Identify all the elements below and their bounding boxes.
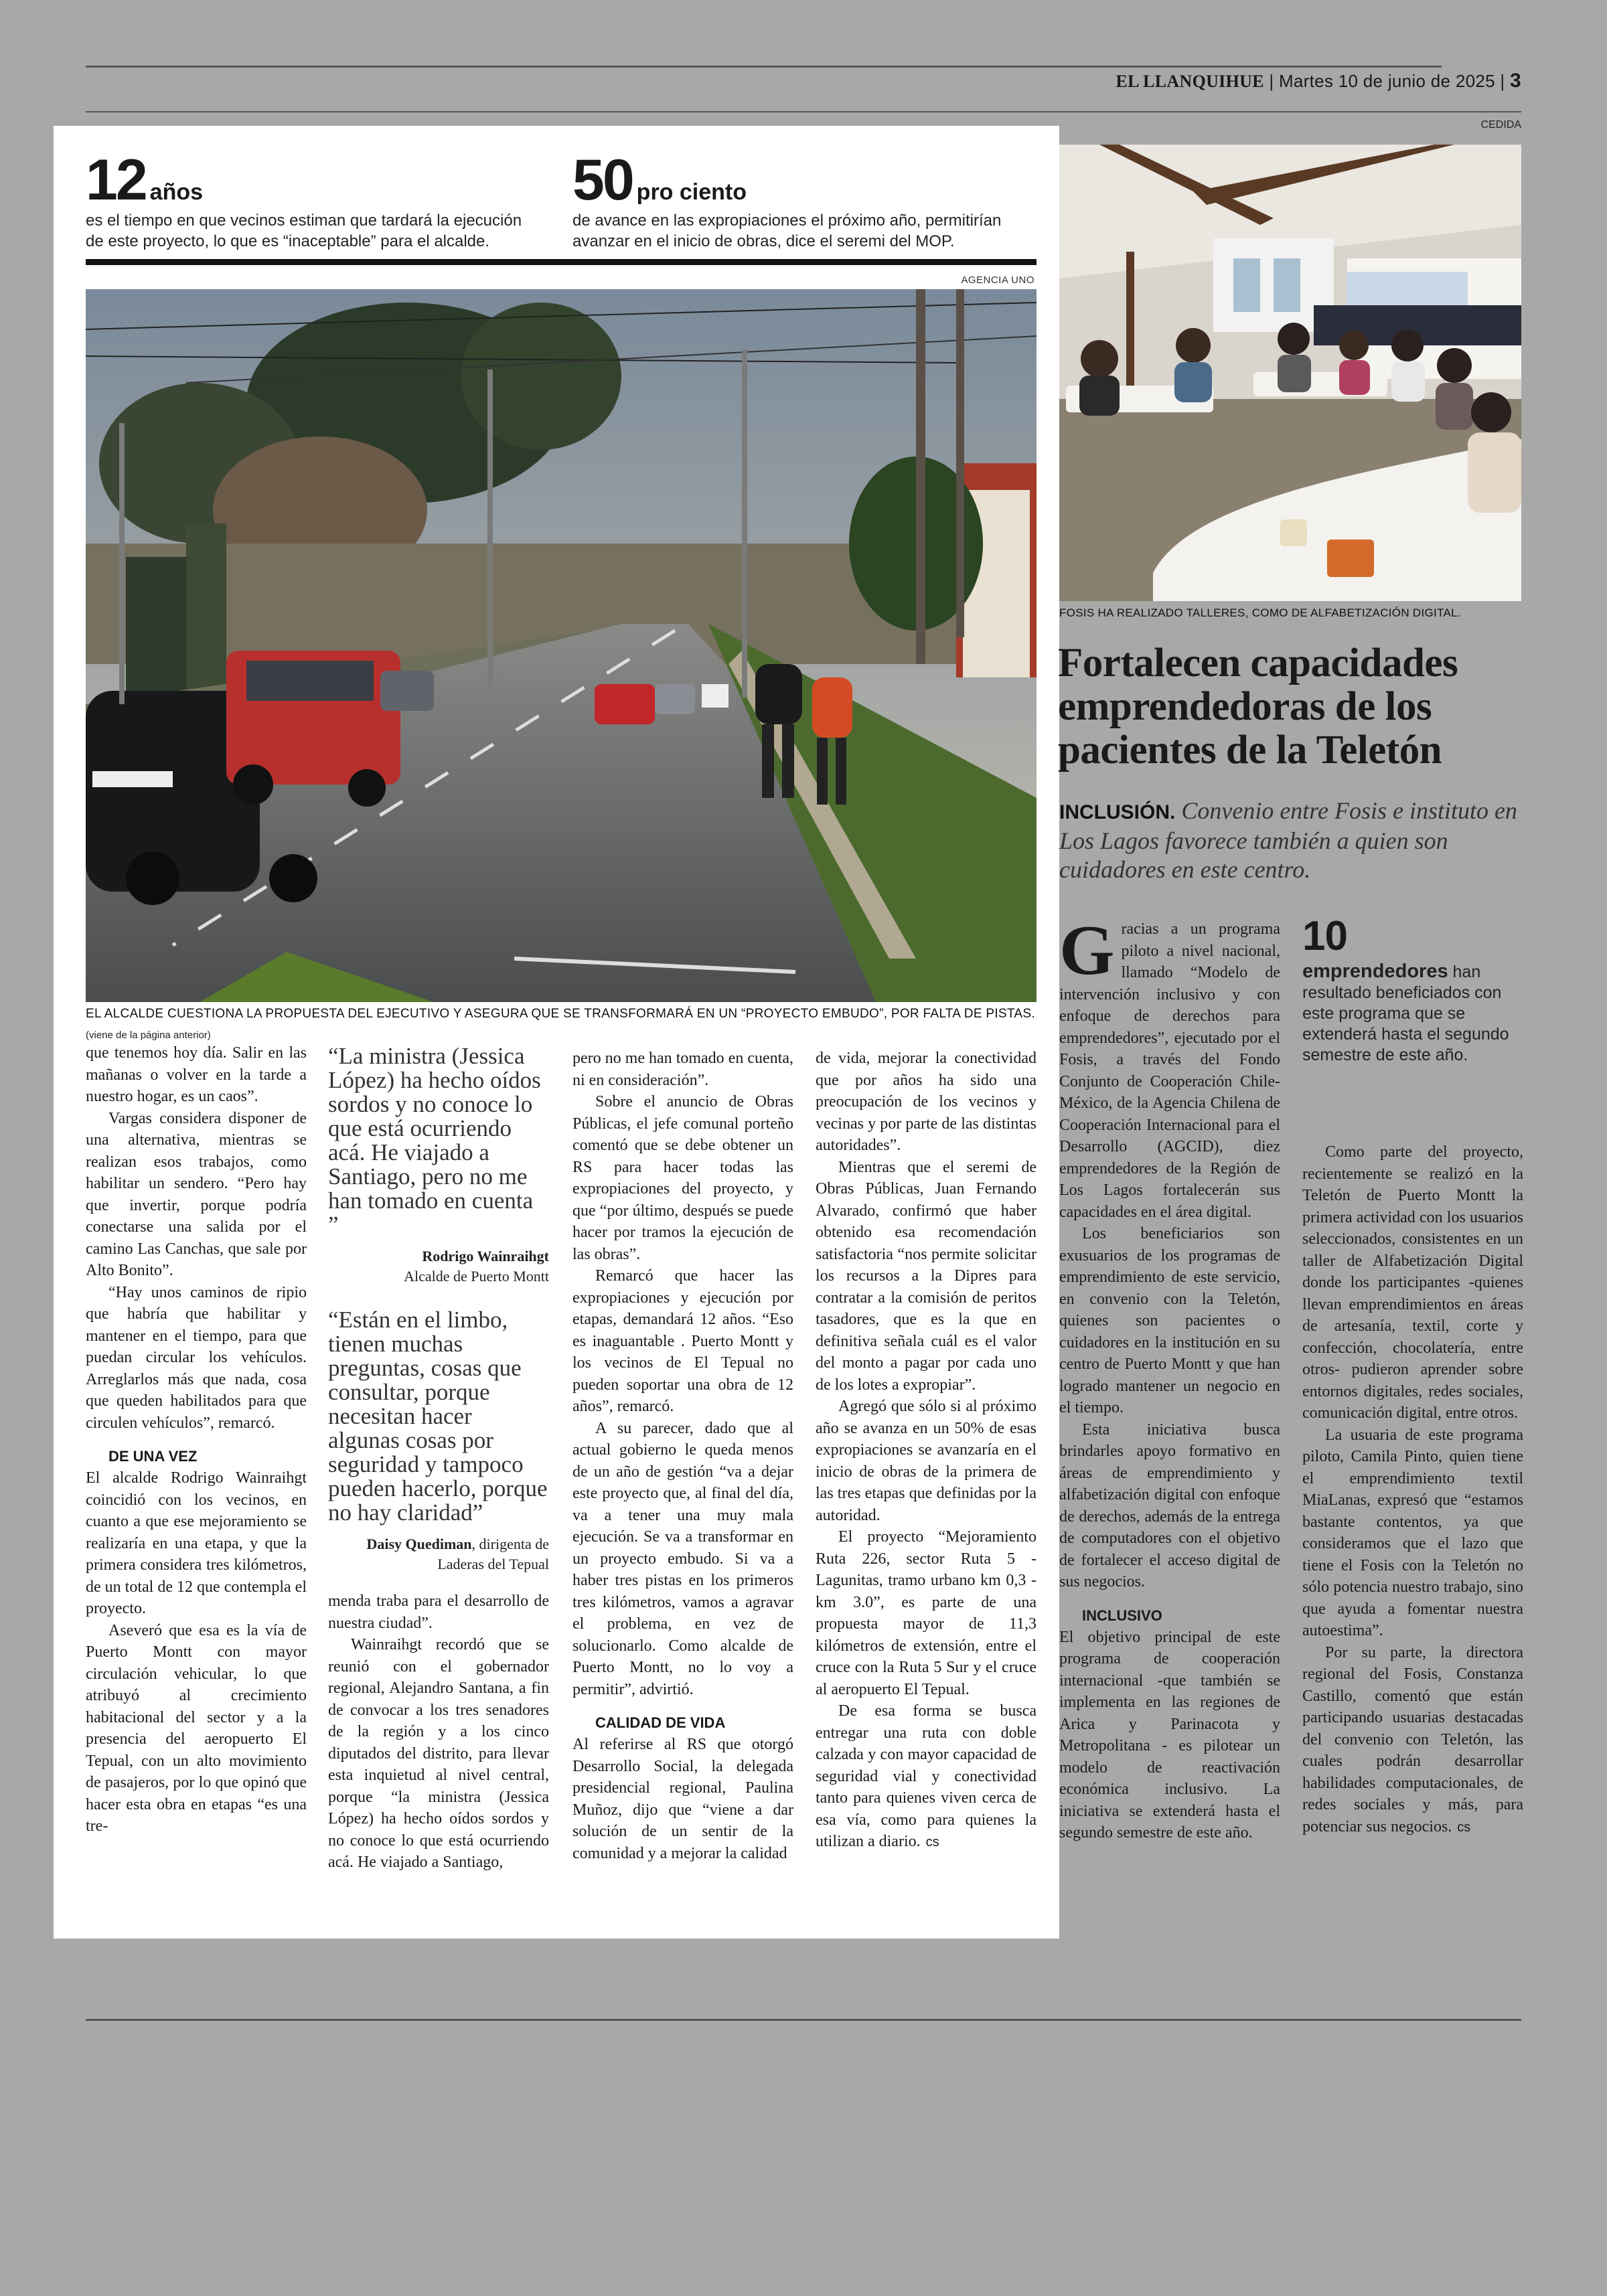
pullquote-wainraihgt-attribution: [328, 1246, 549, 1287]
a1-col2-p1: menda traba para el desarrollo de nuestra ciudad”.: [328, 1592, 549, 1632]
stat-entrepreneurs-number: 10: [1302, 913, 1347, 959]
a2-col1-p3: Esta iniciativa busca brindarles apoyo formativo en áreas de emprendimiento y alfabetización digital con enfoque de derechos, además de la entrega de computadores con el objetivo de fortalecer el acceso digital de sus negocios.: [1059, 1420, 1280, 1590]
a1-col3-p3: Remarcó que hacer las expropiaciones y ejecución por etapas, demandará 12 años. “Eso es inaguantable . Puerto Montt y los vecinos de El Tepual no pueden soportar una obra de 12 años”, remarcó.: [572, 1267, 793, 1415]
bottom-rule: [86, 2019, 1521, 2021]
stat-entrepreneurs-text: han resultado beneficiados con este programa que se extenderá hasta el segundo semestre de este año.: [1302, 963, 1509, 1064]
a1-col3-p5: Al referirse al RS que otorgó Desarrollo Social, la delegada presidencial regional, Paulina Muñoz, dijo que “viene a dar solución de un sentir de la comunidad y a mejorar la calidad: [572, 1736, 793, 1862]
stat-entrepreneurs-bold: emprendedores: [1302, 961, 1448, 982]
a1-col4-p5-text: De esa forma se busca entregar una ruta con doble calzada y con mayor capacidad de seguridad vial y conectividad tanto para quienes viven cerca de esa vía, como para quienes la utilizan a diario.: [816, 1702, 1037, 1850]
a1-col1-p2: Vargas considera disponer de una alternativa, mientras se realizan esos trabajos, como habilitar un sendero. “Pero hay que invertir, porque podría conectarse una salida por el camino Las Canchas, que sale por Alto Bonito”.: [86, 1109, 307, 1279]
drop-cap: G: [1059, 911, 1115, 989]
a1-col1-p5: Aseveró que esa es la vía de Puerto Montt con mayor circulación vehicular, lo que atribuyó al crecimiento habitacional del sector y a la presencia del aeropuerto El Tepual, con un alto movimiento de pasajeros, por lo que opinó que hacer esta obra en etapas “es una tre-: [86, 1621, 307, 1835]
stat-percent: [572, 148, 1035, 252]
stat-years-unit: años: [149, 179, 204, 205]
article2-col1: [1059, 911, 1280, 1844]
article1-col2: [328, 1044, 549, 1874]
top-rule: [86, 66, 1442, 68]
pullquote-wainraihgt: “La ministra (Jessica López) ha hecho oídos sordos y no conoce lo que está ocurriendo acá. He viajado a Santiago, pero no me han tomado en cuenta ”: [328, 1043, 541, 1238]
quote2-name: Daisy Quediman: [366, 1536, 472, 1552]
end-mark-icon: cs: [1457, 1819, 1471, 1835]
a1-col1-p3: “Hay unos caminos de ripio que habría que habilitar y mantener en el tiempo, para que puedan circular los vehículos. Arreglarlos más que nada, cosa que queden habilitados para que circulen vehículos”, remarcó.: [86, 1283, 307, 1432]
stat-divider: [86, 259, 1037, 265]
a2-col2-p3-text: Por su parte, la directora regional del Fosis, Constanza Castillo, comentó que están participando usuarias destacadas del convenio con Teletón, las cuales podrán desarrollar habilidades computacionales, de redes sociales y más, para potenciar sus negocios.: [1302, 1643, 1523, 1835]
a1-col4-p5: [816, 1700, 1037, 1854]
stat-entrepreneurs-desc: [1302, 961, 1523, 1066]
deck-kicker: INCLUSIÓN.: [1059, 801, 1176, 823]
article2-deck: [1059, 797, 1528, 884]
quote1-name: Rodrigo Wainraihgt: [422, 1248, 549, 1264]
workshop-scene-illustration: [1059, 145, 1521, 601]
photo-credit-cedida: CEDIDA: [1480, 119, 1521, 131]
main-photo-caption: EL ALCALDE CUESTIONA LA PROPUESTA DEL EJECUTIVO Y ASEGURA QUE SE TRANSFORMARÁ EN UN “PROYECTO EMBUDO”, POR FALTA DE PISTAS.: [86, 1007, 1035, 1021]
a1-col3-p1: pero no me han tomado en cuenta, ni en consideración”.: [572, 1050, 793, 1089]
a1-col3-p2: Sobre el anuncio de Obras Públicas, el jefe comunal porteño comentó que se debe obtener un RS para hacer todas las expropiaciones del proyecto, y que “por último, después se puede hacer por tramos la ejecución de las obras”.: [572, 1093, 793, 1263]
a1-col4-p1: de vida, mejorar la conectividad que por años ha sido una preocupación de los vecinos y vecinas y por parte de las distintas autoridades”.: [816, 1050, 1037, 1154]
continued-note: (viene de la página anterior): [86, 1030, 211, 1041]
stat-years: [86, 148, 541, 252]
pullquote-quediman: “Están en el limbo, tienen muchas preguntas, cosas que consultar, porque necesitan hacer algunas cosas por seguridad y tampoco pueden hacerlo, porque no hay claridad”: [328, 1307, 548, 1526]
main-photo-street: [86, 289, 1037, 1002]
stat-years-number: 12: [86, 148, 146, 212]
a2-col2-p3: [1302, 1642, 1523, 1839]
stat-percent-number: 50: [572, 148, 633, 212]
street-scene-illustration: [86, 289, 1037, 1002]
a2-col2-p2: La usuaria de este programa piloto, Camila Pinto, quien tiene el emprendimiento textil MiaLanas, expresó que “estamos bastante contentos, ya que consideramos que el lazo que tiene el Fosis con la Teletón no sólo potencia nuestro trabajo, sino que ayuda a fomentar nuestra autoestima”.: [1302, 1426, 1523, 1639]
article2-col2: [1302, 1141, 1523, 1838]
masthead-rule: [86, 111, 1521, 112]
a1-col1-p4: El alcalde Rodrigo Wainraihgt coincidió con los vecinos, en cuanto a que ese mejoramiento se realizaría en una etapa, y que la primera considera tres kilómetros, de un total de 12 que contempla el proyecto.: [86, 1469, 307, 1617]
quote2-role: , dirigenta de Laderas del Tepual: [437, 1536, 549, 1572]
a1-subhead-calidad-de-vida: CALIDAD DE VIDA: [595, 1714, 726, 1731]
a1-col4-p4: El proyecto “Mejoramiento Ruta 226, sector Ruta 5 - Lagunitas, tramo urbano km 0,3 - km 3.0”, es parte de una propuesta mayor de 11,3 kilómetros de extensión, entre el cruce con la Ruta 5 Sur y el cruce al aeropuerto El Tepual.: [816, 1528, 1037, 1698]
stat-percent-desc: de avance en las expropiaciones el próximo año, permitirían avanzar en el inicio de obras, dice el seremi del MOP.: [572, 212, 1002, 250]
article1-col3: [572, 1048, 793, 1864]
quote1-role: Alcalde de Puerto Montt: [404, 1268, 549, 1285]
a2-subhead-inclusivo: INCLUSIVO: [1082, 1607, 1162, 1624]
a1-col3-p4: A su parecer, dado que al actual gobierno le queda menos de un año de gestión “va a dejar este proyecto que, al final del día, va a tener una muy mala ejecución. Se va a transformar en un proyecto embudo. Si va a haber tres pistas en los primeros tres kilómetros, vamos a agravar el problema, en vez de solucionarlo. Como alcalde de Puerto Montt, no lo voy a permitir”, advirtió.: [572, 1419, 793, 1698]
a2-col1-p1: [1059, 911, 1280, 1223]
paper-name: EL LLANQUIHUE: [1116, 72, 1264, 91]
fosis-photo-caption: FOSIS HA REALIZADO TALLERES, COMO DE ALFABETIZACIÓN DIGITAL.: [1059, 606, 1461, 619]
masthead: EL LLANQUIHUE | Martes 10 de junio de 2025 | 3: [1116, 70, 1521, 92]
a2-col1-p2: Los beneficiarios son exusuarios de los programas de emprendimiento de este servicio, en convenio con la Teletón, quienes son pacientes o cuidadores en la institución en su centro de Puerto Montt y que han logrado mantener un negocio en el tiempo.: [1059, 1225, 1280, 1416]
a1-col1-p1: que tenemos hoy día. Salir en las mañanas o volver en la tarde a nuestro hogar, es un caos”.: [86, 1044, 307, 1105]
fosis-workshop-photo: [1059, 145, 1521, 601]
end-mark-icon: cs: [925, 1835, 939, 1850]
article1-col1: [86, 1029, 307, 1837]
a2-col1-p4: El objetivo principal de este programa de cooperación internacional -que también se implementa en las regiones de Arica y Parinacota y Metropolitana - es pilotear un modelo de reactivación económica inclusivo. La iniciativa se extenderá hasta el segundo semestre de este año.: [1059, 1628, 1280, 1841]
a2-col1-p1-text: racias a un programa piloto a nivel nacional, llamado “Modelo de intervención inclusivo y con enfoque de derechos para emprendedores”, ejecutado por el Fosis, a través del Fondo Conjunto de Cooperación Chile-México, de la Agencia Chilena de Cooperación Internacional para el Desarrollo (AGCID), diez emprendedores de la Región de Los Lagos fortalecerán sus capacidades en el área digital.: [1059, 920, 1280, 1221]
stat-percent-unit: pro ciento: [636, 179, 747, 205]
a1-col4-p3: Agregó que sólo si al próximo año se avanza en un 50% de esas expropiaciones se avanzaría en el inicio de obras de la primera de las tres etapas que definidas por la autoridad.: [816, 1398, 1037, 1524]
photo-credit-agencia: AGENCIA UNO: [961, 274, 1035, 286]
pullquote-quediman-attribution: [328, 1534, 549, 1574]
a2-col2-p1: Como parte del proyecto, recientemente se realizó en la Teletón de Puerto Montt la primera actividad con los usuarios seleccionados, consistentes en un taller de Alfabetización Digital donde los participantes -quienes llevan emprendimientos en áreas de artesanía, textil, corte y confección, chocolatería, entre otros- pudieron aprender sobre entornos digitales, redes sociales, comunicación digital, entre otros.: [1302, 1143, 1523, 1422]
a1-col2-p2: Wainraihgt recordó que se reunió con el gobernador regional, Alejandro Santana, a fin de convocar a los tres senadores de la región y a los cinco diputados del distrito, para llevar esta inquietud al nivel central, porque “la ministra (Jessica López) ha hecho oídos sordos y no conoce lo que está ocurriendo acá. He viajado a Santiago,: [328, 1636, 549, 1871]
page-number: 3: [1510, 70, 1521, 92]
stat-years-desc: es el tiempo en que vecinos estiman que tardará la ejecución de este proyecto, lo que es “inaceptable” para el alcalde.: [86, 212, 522, 250]
a1-col4-p2: Mientras que el seremi de Obras Públicas, Juan Fernando Alvarado, confirmó que haber obtenido esa recomendación satisfactoria “nos permite solicitar los recursos a la Dipres para contratar a la comisión de peritos tasadores, que es la que en definitiva señala cuál es el valor del monto a pagar por cada uno de los lotes a expropiar”.: [816, 1158, 1037, 1394]
issue-date: Martes 10 de junio de 2025: [1278, 71, 1495, 91]
a1-subhead-de-una-vez: DE UNA VEZ: [108, 1448, 198, 1465]
article1-col4: [816, 1048, 1037, 1854]
article2-headline: Fortalecen capacidades emprendedoras de los pacientes de la Teletón: [1058, 641, 1458, 772]
deck-text: Convenio entre Fosis e instituto en Los Lagos favorece también a quien son cuidadores en este centro.: [1059, 797, 1517, 883]
stat-entrepreneurs: [1302, 913, 1523, 1066]
